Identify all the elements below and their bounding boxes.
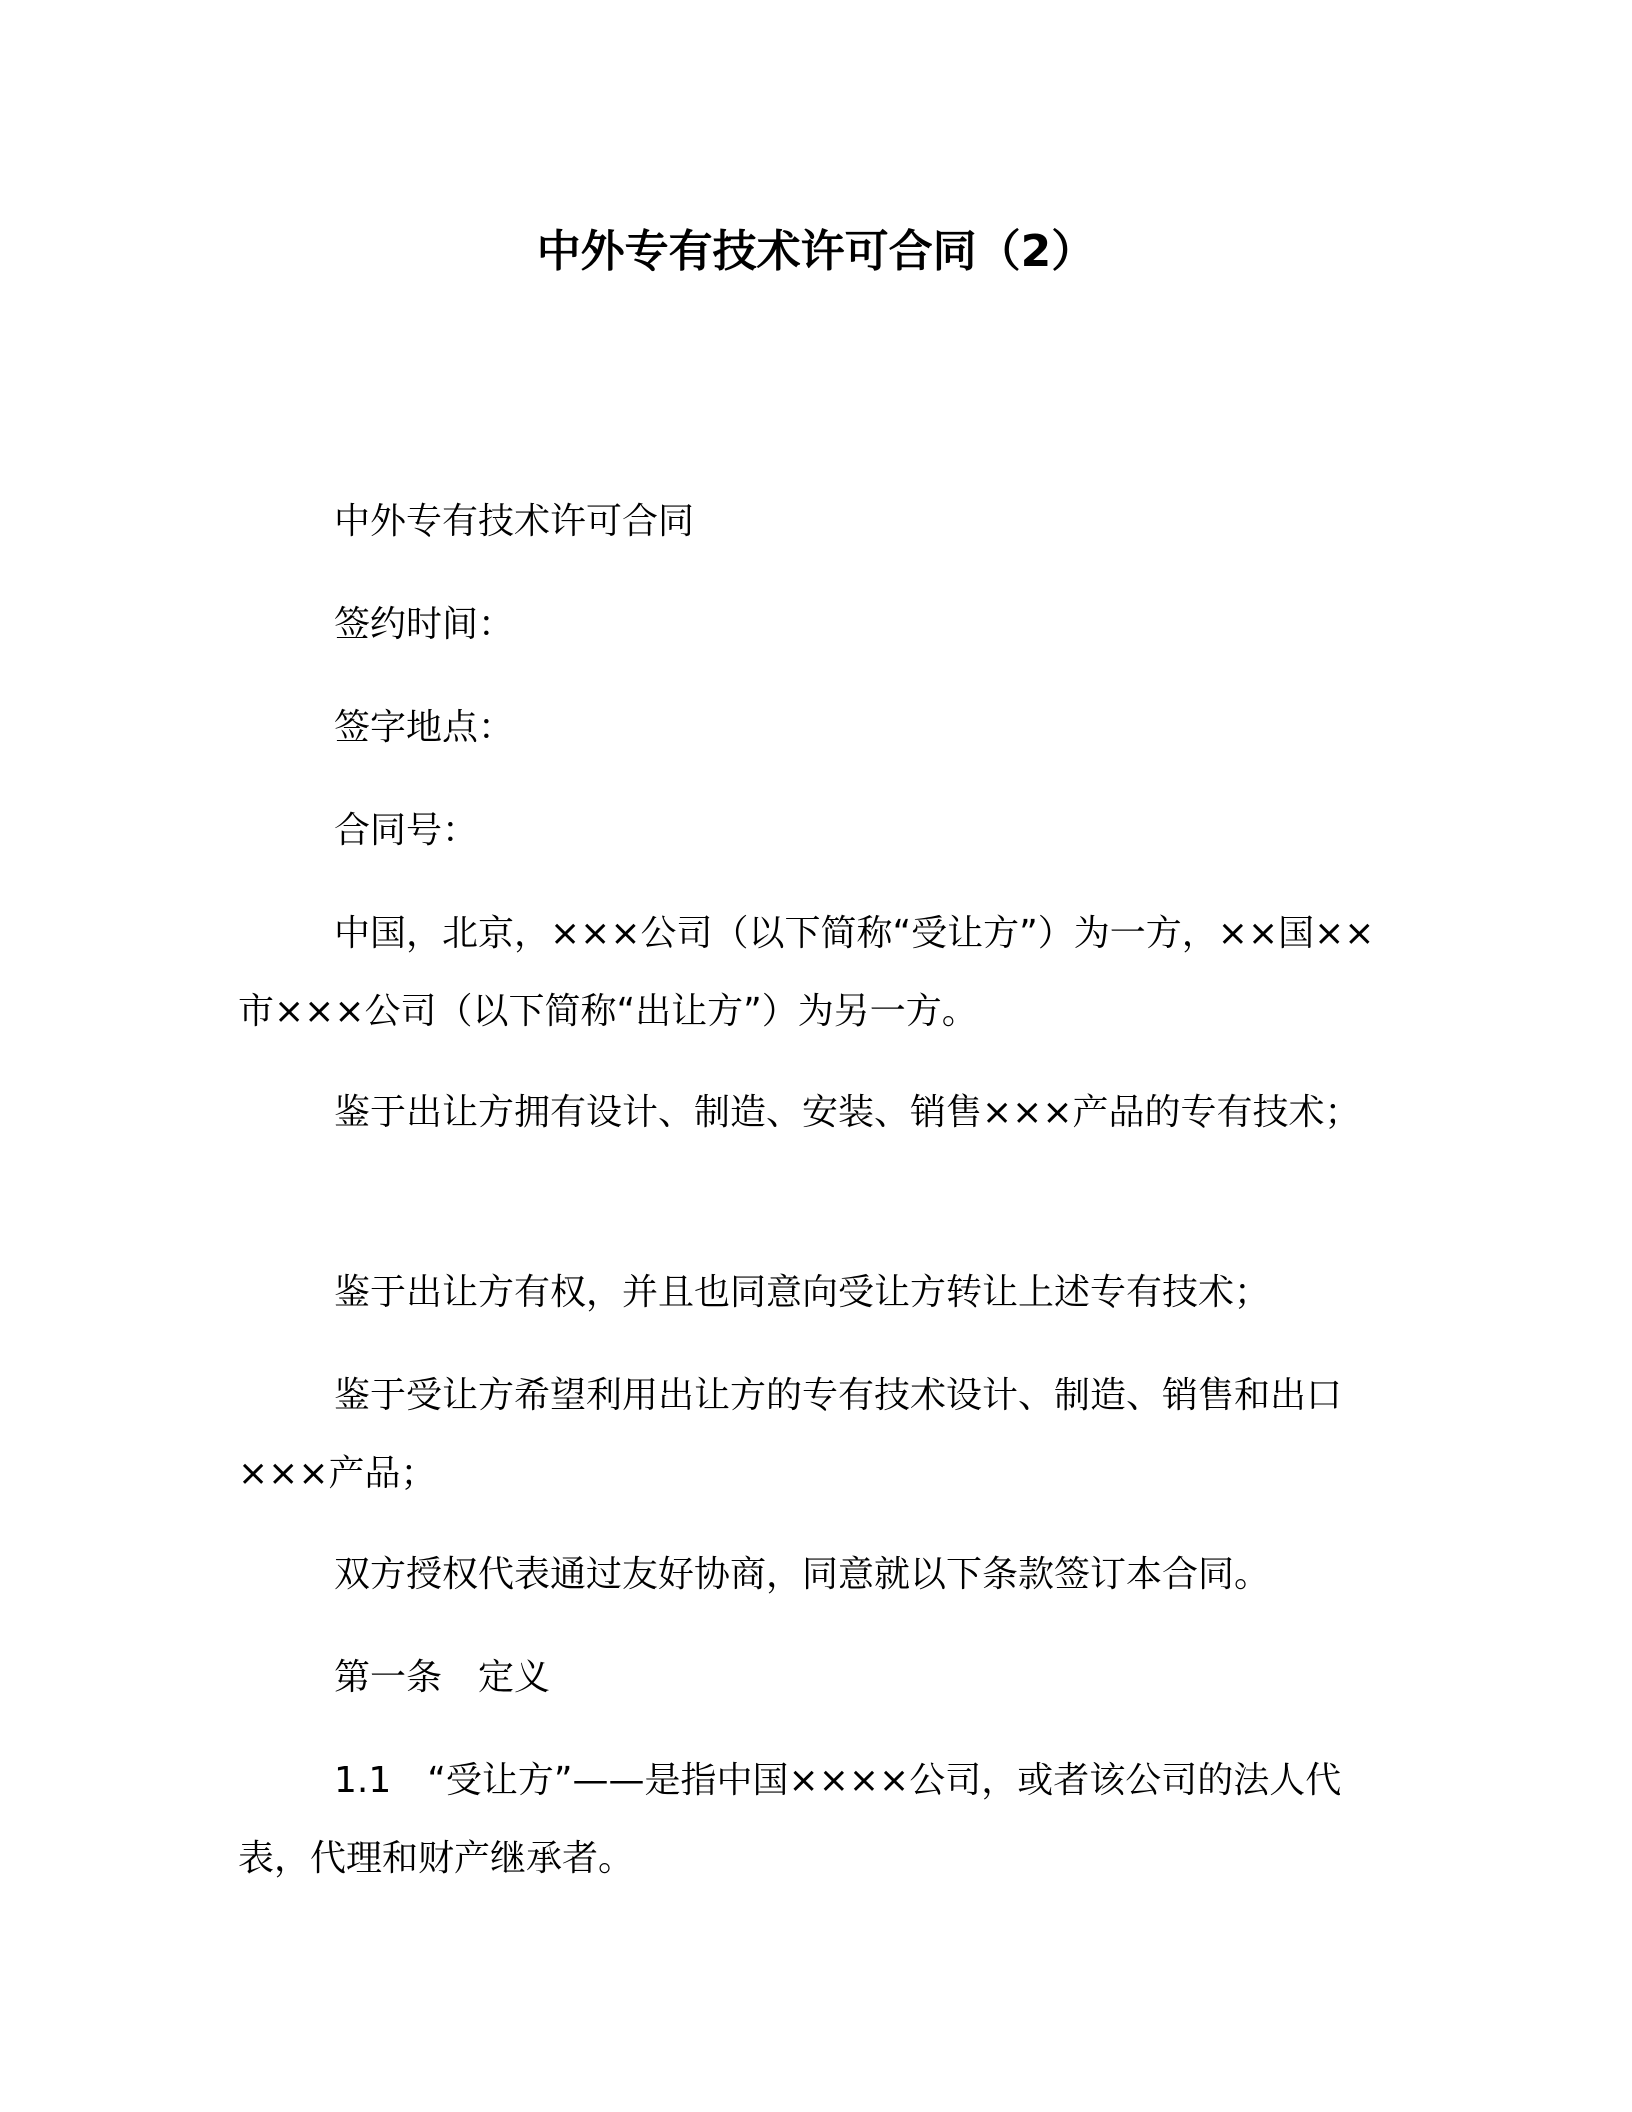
paragraph-parties: 中国，北京，×××公司（以下简称“受让方”）为一方，××国××市×××公司（以下简称“出让方”）为另一方。	[238, 913, 1375, 1032]
paragraph-agreement: 双方授权代表通过友好协商，同意就以下条款签订本合同。	[334, 1554, 1271, 1595]
paragraph-whereas-2: 鉴于出让方有权，并且也同意向受让方转让上述专有技术；	[334, 1272, 1271, 1313]
document-title: 中外专有技术许可合同（2）	[536, 226, 1096, 277]
paragraph-signing-place: 签字地点：	[334, 707, 515, 748]
paragraph-definition-1-1: 1.1 “受让方”——是指中国××××公司，或者该公司的法人代表，代理和财产继承者。	[238, 1760, 1342, 1879]
paragraph-contract-number: 合同号：	[334, 810, 479, 851]
paragraph-whereas-3: 鉴于受让方希望利用出让方的专有技术设计、制造、销售和出口×××产品；	[238, 1375, 1343, 1494]
paragraph-whereas-1: 鉴于出让方拥有设计、制造、安装、销售×××产品的专有技术；	[334, 1092, 1361, 1133]
paragraph-signing-time: 签约时间：	[334, 604, 515, 645]
section-heading-definitions: 第一条 定义	[334, 1657, 551, 1698]
paragraph-contract-name: 中外专有技术许可合同	[334, 501, 695, 542]
